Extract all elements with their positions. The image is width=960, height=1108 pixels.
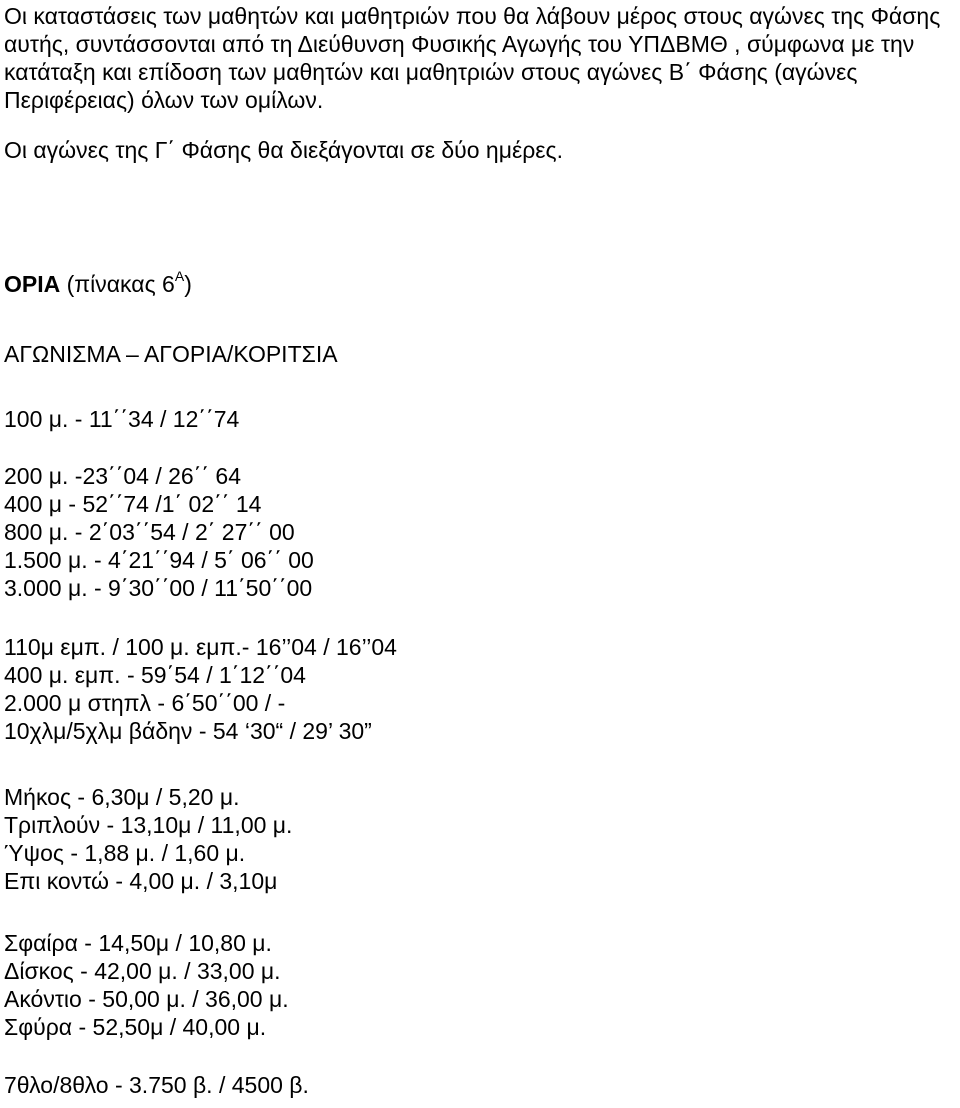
- table-heading: ΑΓΩΝΙΣΜΑ – ΑΓΟΡΙΑ/ΚΟΡΙΤΣΙΑ: [4, 341, 338, 367]
- event-line: 3.000 μ. - 9΄30΄΄00 / 11΄50΄΄00: [4, 575, 313, 601]
- event-line: Ακόντιο - 50,00 μ. / 36,00 μ.: [4, 986, 289, 1012]
- intro-paragraph-2: Οι αγώνες της Γ΄ Φάσης θα διεξάγονται σε δύο ημέρες.: [4, 137, 564, 163]
- event-line: Σφύρα - 52,50μ / 40,00 μ.: [4, 1014, 267, 1040]
- event-line: Επι κοντώ - 4,00 μ. / 3,10μ: [4, 868, 278, 894]
- intro-line-2: αυτής, συντάσσονται από τη Διεύθυνση Φυσικής Αγωγής του ΥΠΔΒΜΘ , σύμφωνα με την: [4, 31, 915, 57]
- event-line: 110μ εμπ. / 100 μ. εμπ.- 16’’04 / 16’’04: [4, 634, 397, 660]
- event-line: Σφαίρα - 14,50μ / 10,80 μ.: [4, 930, 272, 956]
- event-line: Δίσκος - 42,00 μ. / 33,00 μ.: [4, 958, 281, 984]
- limits-heading-close: ): [184, 271, 192, 297]
- event-line: Μήκος - 6,30μ / 5,20 μ.: [4, 784, 240, 810]
- event-line: Ύψος - 1,88 μ. / 1,60 μ.: [4, 840, 246, 866]
- event-line: Τριπλούν - 13,10μ / 11,00 μ.: [4, 812, 293, 838]
- event-line: 10χλμ/5χλμ βάδην - 54 ‘30“ / 29’ 30”: [4, 718, 372, 744]
- limits-heading-sup: Α: [174, 268, 185, 285]
- intro-line-1: Οι καταστάσεις των μαθητών και μαθητριών που θα λάβουν μέρος στους αγώνες της Φάσης: [4, 3, 941, 29]
- limits-heading: [4, 270, 192, 298]
- event-line: 1.500 μ. - 4΄21΄΄94 / 5΄ 06΄΄ 00: [4, 547, 314, 573]
- event-line: 200 μ. -23΄΄04 / 26΄΄ 64: [4, 463, 241, 489]
- event-line: 400 μ - 52΄΄74 /1΄ 02΄΄ 14: [4, 491, 262, 517]
- intro-line-4: Περιφέρειας) όλων των ομίλων.: [4, 87, 324, 113]
- limits-heading-bold: ΟΡΙΑ: [4, 271, 61, 297]
- intro-line-3: κατάταξη και επίδοση των μαθητών και μαθητριών στους αγώνες Β΄ Φάσης (αγώνες: [4, 59, 858, 85]
- event-line: 800 μ. - 2΄03΄΄54 / 2΄ 27΄΄ 00: [4, 519, 295, 545]
- event-line: 400 μ. εμπ. - 59΄54 / 1΄12΄΄04: [4, 662, 306, 688]
- event-line: 7θλο/8θλο - 3.750 β. / 4500 β.: [4, 1072, 309, 1098]
- limits-heading-rest: (πίνακας 6: [66, 271, 175, 297]
- event-line: 100 μ. - 11΄΄34 / 12΄΄74: [4, 406, 240, 432]
- event-line: 2.000 μ στηπλ - 6΄50΄΄00 / -: [4, 690, 286, 716]
